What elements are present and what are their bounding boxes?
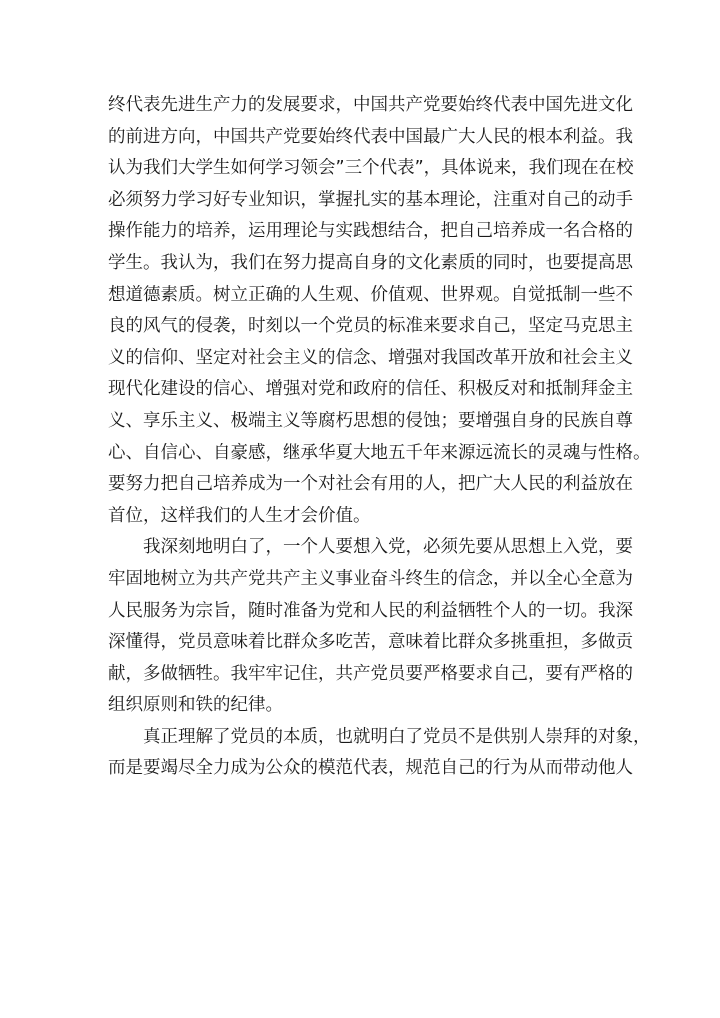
text-line: 真正理解了党员的本质，也就明白了党员不是供别人崇拜的对象， xyxy=(143,726,651,747)
text-line: 的前进方向，中国共产党要始终代表中国最广大人民的根本利益。我 xyxy=(108,126,633,147)
text-line: 首位，这样我们的人生才会价值。 xyxy=(108,505,371,526)
text-line: 良的风气的侵袭，时刻以一个党员的标准来要求自己，坚定马克思主 xyxy=(108,316,633,337)
text-line: 心、自信心、自豪感，继承华夏大地五千年来源远流长的灵魂与性格。 xyxy=(108,442,651,463)
body-text xyxy=(108,90,651,785)
text-line: 想道德素质。树立正确的人生观、价值观、世界观。自觉抵制一些不 xyxy=(108,284,633,305)
text-line: 献，多做牺牲。我牢牢记住，共产党员要严格要求自己，要有严格的 xyxy=(108,663,633,684)
text-line: 而是要竭尽全力成为公众的模范代表，规范自己的行为从而带动他人 xyxy=(108,758,633,779)
text-line: 操作能力的培养，运用理论与实践想结合，把自己培养成一名合格的 xyxy=(108,221,633,242)
paragraph-2 xyxy=(108,532,633,722)
text-line: 我深刻地明白了，一个人要想入党，必须先要从思想上入党，要 xyxy=(143,537,633,558)
text-line: 深懂得，党员意味着比群众多吃苦，意味着比群众多挑重担，多做贡 xyxy=(108,632,633,653)
text-line: 组织原则和铁的纪律。 xyxy=(108,695,283,716)
text-line: 义的信仰、坚定对社会主义的信念、增强对我国改革开放和社会主义 xyxy=(108,347,633,368)
text-line: 现代化建设的信心、增强对党和政府的信任、积极反对和抵制拜金主 xyxy=(108,379,633,400)
text-line: 牢固地树立为共产党共产主义事业奋斗终生的信念，并以全心全意为 xyxy=(108,568,633,589)
text-line: 终代表先进生产力的发展要求，中国共产党要始终代表中国先进文化 xyxy=(108,95,633,115)
text-line: 人民服务为宗旨，随时准备为党和人民的利益牺牲个人的一切。我深 xyxy=(108,600,633,621)
text-line: 要努力把自己培养成为一个对社会有用的人，把广大人民的利益放在 xyxy=(108,474,633,495)
text-line: 学生。我认为，我们在努力提高自身的文化素质的同时，也要提高思 xyxy=(108,252,633,273)
text-line: 义、享乐主义、极端主义等腐朽思想的侵蚀；要增强自身的民族自尊 xyxy=(108,410,633,431)
text-line: 认为我们大学生如何学习领会”三个代表”，具体说来，我们现在在校 xyxy=(108,158,634,179)
paragraph-3 xyxy=(108,722,651,785)
paragraph-1 xyxy=(108,90,651,532)
text-line: 必须努力学习好专业知识，掌握扎实的基本理论，注重对自己的动手 xyxy=(108,189,633,210)
